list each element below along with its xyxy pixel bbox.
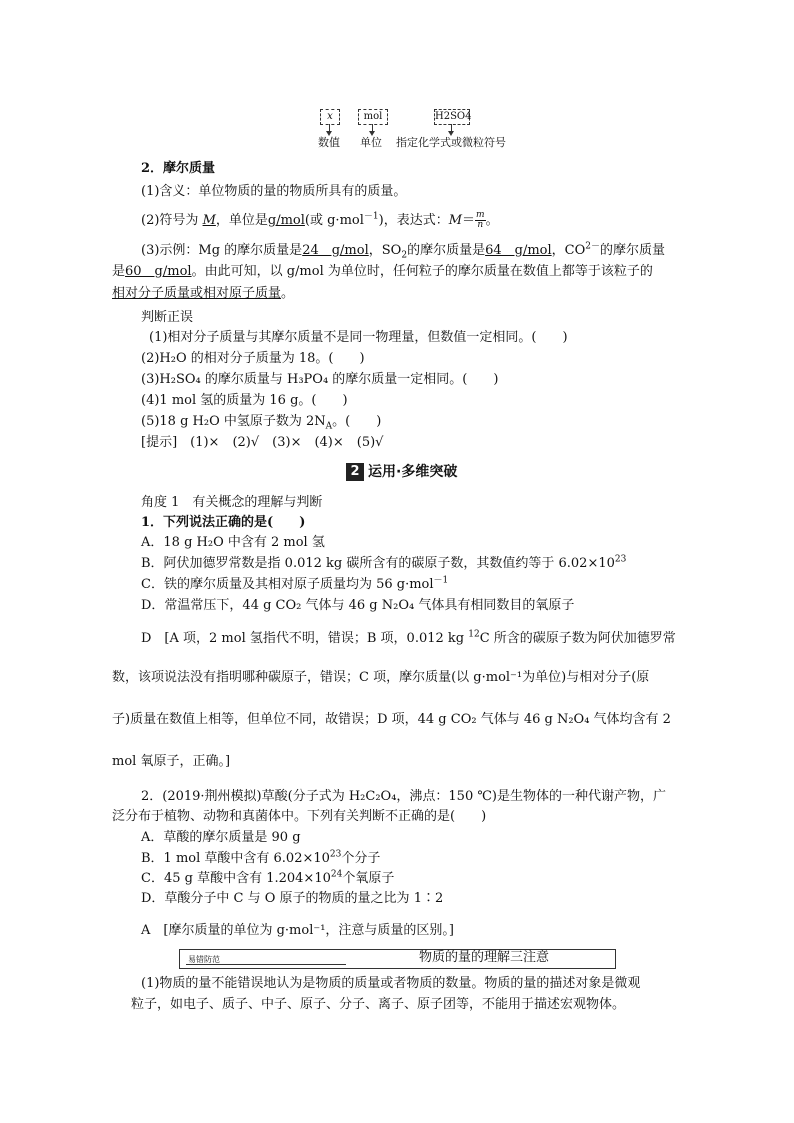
value-box: x: [320, 109, 340, 125]
answer: mol 氧原子，正确。]: [112, 754, 231, 769]
option: D．常温常压下，44 g CO₂ 气体与 46 g N₂O₄ 气体具有相同数目的氧原子: [141, 598, 575, 613]
question: 1．下列说法正确的是( ): [141, 515, 306, 530]
note-paragraph: 粒子，如电子、质子、中子、原子、分子、离子、原子团等，不能用于描述宏观物体。: [131, 997, 626, 1012]
section-heading: 2．摩尔质量: [141, 161, 216, 176]
answer: D [A 项，2 mol 氢指代不明，错误；B 项，0.012 kg $^{12}$C 所含的碳原子数为阿伏加德罗常: [141, 629, 676, 646]
question: 2．(2019·荆州模拟)草酸(分子式为 H₂C₂O₄，沸点：150 ℃)是生物体的一种代谢产物，广: [141, 789, 666, 804]
diagram-label-value: 数值: [318, 136, 340, 149]
note-paragraph: (1)物质的量不能错误地认为是物质的质量或者物质的数量。物质的量的描述对象是微观: [141, 976, 641, 991]
judge-heading: 判断正误: [141, 310, 194, 325]
formula-box: H2SO4: [434, 109, 470, 125]
unit-box: mol: [358, 109, 388, 125]
answer: 子)质量在数值上相等，但单位不同，故错误；D 项，44 g CO₂ 气体与 46 g N₂O₄ 气体均含有 2: [112, 712, 671, 727]
note-tag: 易错防范: [188, 955, 220, 964]
option: B．阿伏加德罗常数是指 0.012 kg 碳所含有的碳原子数，其数值约等于 $6.02\times 10^{23}$: [141, 554, 627, 571]
option: A．18 g H₂O 中含有 2 mol 氢: [141, 535, 325, 550]
option: A．草酸的摩尔质量是 90 g: [141, 830, 301, 845]
diagram-label-formula: 指定化学式或微粒符号: [396, 136, 506, 149]
paragraph: (2)符号为 M，单位是g/mol(或 g·mol$^{-1}$)，表达式：M＝ $\frac{m}{n}$ 。: [141, 210, 499, 230]
section-number-badge: 2: [346, 463, 364, 481]
paragraph: 是60 g/mol。由此可知，以 g/mol 为单位时，任何粒子的摩尔质量在数值上都等于该粒子的: [112, 264, 653, 279]
option: C．45 g 草酸中含有 $1.204\times 10^{24}$个氧原子: [141, 869, 395, 886]
hint: [提示] (1)× (2)√ (3)× (4)× (5)√: [141, 435, 384, 450]
diagram-label-unit: 单位: [360, 136, 382, 149]
paragraph: (1)含义：单位物质的量的物质所具有的质量。: [141, 184, 407, 199]
judge-item: (2)H₂O 的相对分子质量为 18。( ): [141, 351, 365, 366]
judge-item: (1)相对分子质量与其摩尔质量不是同一物理量，但数值一定相同。( ): [149, 330, 568, 345]
answer: A [摩尔质量的单位为 g·mol⁻¹，注意与质量的区别。]: [141, 923, 455, 938]
angle-title: 角度 1 有关概念的理解与判断: [141, 495, 323, 510]
section-title: 运用·多维突破: [368, 464, 458, 480]
paragraph: 相对分子质量或相对原子质量。: [112, 286, 295, 301]
option: C．铁的摩尔质量及其相对原子质量均为 56 g·mol$^{-1}$: [141, 575, 449, 592]
option: B．1 mol 草酸中含有 $6.02\times 10^{23}$个分子: [141, 849, 381, 866]
note-divider: [186, 964, 346, 965]
judge-item: (3)H₂SO₄ 的摩尔质量与 H₃PO₄ 的摩尔质量一定相同。( ): [141, 372, 499, 387]
judge-item: (5)18 g H₂O 中氢原子数为 $2N_A$。( ): [141, 414, 382, 432]
note-title: 物质的量的理解三注意: [419, 950, 550, 965]
paragraph: (3)示例：Mg 的摩尔质量是24 g/mol，$SO_2$的摩尔质量是64 g/mol，$CO^{2-}$的摩尔质量: [141, 241, 665, 261]
option: D．草酸分子中 C 与 O 原子的物质的量之比为 1∶2: [141, 891, 444, 906]
fraction: $\frac{m}{n}$: [476, 210, 485, 230]
note-header-box: [179, 949, 616, 969]
judge-item: (4)1 mol 氢的质量为 16 g。( ): [141, 393, 348, 408]
question: 泛分布于植物、动物和真菌体中。下列有关判断不正确的是( ): [112, 809, 487, 824]
answer: 数，该项说法没有指明哪种碳原子，错误；C 项，摩尔质量(以 g·mol⁻¹为单位)与相对分子(原: [112, 670, 650, 685]
